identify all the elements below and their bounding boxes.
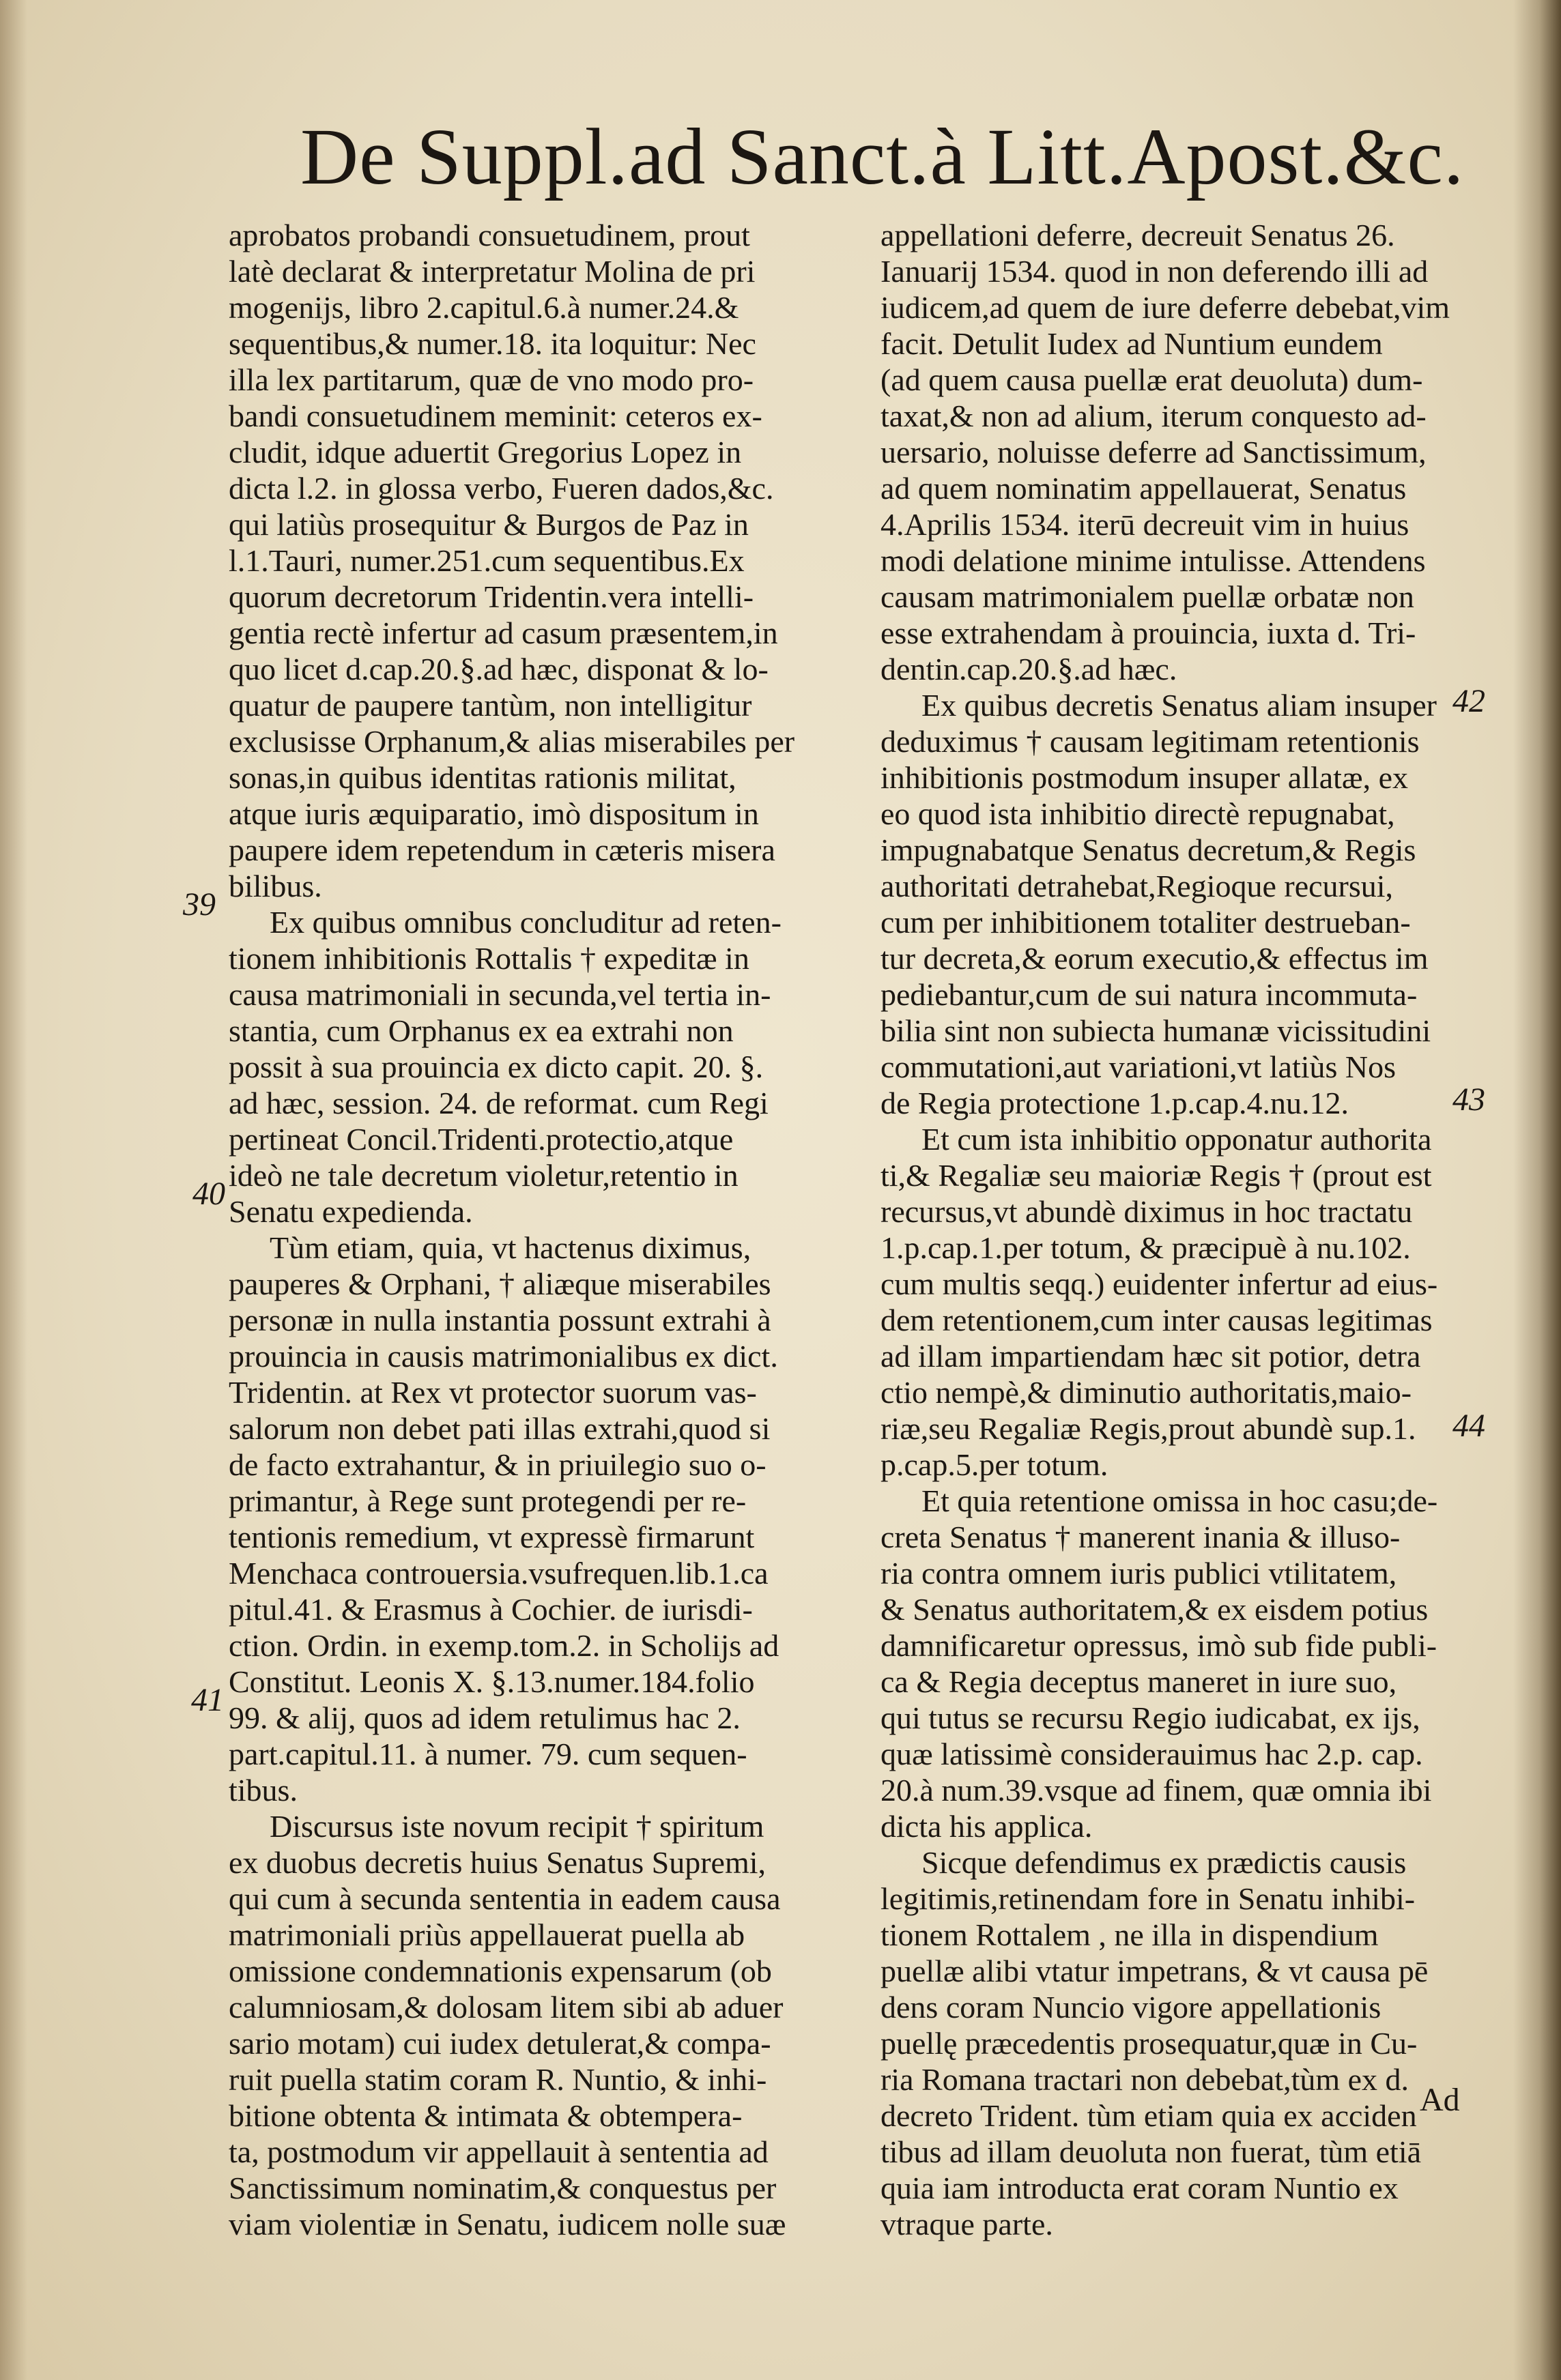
text-line: 4.Aprilis 1534. iterū decreuit vim in huius <box>880 507 1409 542</box>
running-head: De Suppl.ad Sanct.à Litt.Apost.&c. <box>300 112 1465 201</box>
text-line: qui tutus se recursu Regio iudicabat, ex ijs, <box>880 1700 1420 1735</box>
text-line: causam matrimonialem puellæ orbatæ non <box>880 579 1414 614</box>
text-line: & Senatus authoritatem,& ex eisdem potius <box>880 1592 1429 1627</box>
text-line: personæ in nulla instantia possunt extrahi à <box>229 1303 771 1337</box>
text-line: authoritati detrahebat,Regioque recursui, <box>880 869 1394 903</box>
margin-number-44: 44 <box>1452 1408 1485 1444</box>
text-line: impugnabatque Senatus decretum,& Regis <box>880 832 1416 867</box>
text-line: tentionis remedium, vt expressè firmarunt <box>229 1520 755 1554</box>
text-line: bandi consuetudinem meminit: ceteros ex- <box>229 398 762 433</box>
text-line: Ianuarij 1534. quod in non deferendo illi ad <box>880 254 1429 289</box>
text-line: Tùm etiam, quia, vt hactenus diximus, <box>270 1230 751 1265</box>
text-line: inhibitionis postmodum insuper allatæ, ex <box>880 760 1409 795</box>
text-line: quo licet d.cap.20.§.ad hæc, disponat & lo- <box>229 652 769 686</box>
text-line: tionem inhibitionis Rottalis † expeditæ in <box>229 941 749 976</box>
text-line: viam violentiæ in Senatu, iudicem nolle suæ <box>229 2207 786 2241</box>
text-line: pitul.41. & Erasmus à Cochier. de iurisdi- <box>229 1592 753 1627</box>
text-line: qui cum à secunda sententia in eadem causa <box>229 1881 781 1916</box>
margin-number-42: 42 <box>1452 683 1485 719</box>
text-line: exclusisse Orphanum,& alias miserabiles per <box>229 724 795 759</box>
text-line: sario motam) cui iudex detulerat,& compa- <box>229 2026 771 2061</box>
text-line: gentia rectè infertur ad casum præsentem,in <box>229 615 778 650</box>
text-line: stantia, cum Orphanus ex ea extrahi non <box>229 1013 734 1048</box>
text-line: puellæ alibi vtatur impetrans, & vt causa pē <box>880 1954 1429 1988</box>
text-line: ti,& Regaliæ seu maioriæ Regis † (prout est <box>880 1158 1432 1193</box>
page-edge-shadow <box>1513 0 1561 2380</box>
text-line: matrimoniali priùs appellauerat puella ab <box>229 1917 745 1952</box>
text-line: damnificaretur opressus, imò sub fide publi- <box>880 1628 1437 1663</box>
text-line: quatur de paupere tantùm, non intelligitur <box>229 688 752 723</box>
text-line: tibus ad illam deuoluta non fuerat, tùm etiā <box>880 2134 1422 2169</box>
text-line: dicta his applica. <box>880 1809 1093 1844</box>
margin-number-39: 39 <box>183 886 216 923</box>
text-line: sequentibus,& numer.18. ita loquitur: Nec <box>229 326 756 361</box>
text-line: dem retentionem,cum inter causas legitimas <box>880 1303 1433 1337</box>
text-line: Sanctissimum nominatim,& conquestus per <box>229 2171 777 2205</box>
text-line: Ex quibus omnibus concluditur ad reten- <box>270 905 782 940</box>
text-line: Constitut. Leonis X. §.13.numer.184.folio <box>229 1664 755 1699</box>
text-line: facit. Detulit Iudex ad Nuntium eundem <box>880 326 1383 361</box>
text-line: pauperes & Orphani, † aliæque miserabiles <box>229 1266 771 1301</box>
text-line: quia iam introducta erat coram Nuntio ex <box>880 2171 1399 2205</box>
text-line: taxat,& non ad alium, iterum conquesto ad- <box>880 398 1427 433</box>
text-line: tionem Rottalem , ne illa in dispendium <box>880 1917 1379 1952</box>
text-line: creta Senatus † manerent inania & illuso- <box>880 1520 1401 1554</box>
text-line: paupere idem repetendum in cæteris misera <box>229 832 775 867</box>
text-line: cum per inhibitionem totaliter destrueban- <box>880 905 1411 940</box>
text-line: 99. & alij, quos ad idem retulimus hac 2. <box>229 1700 741 1735</box>
text-line: ta, postmodum vir appellauit à sententia ad <box>229 2134 769 2169</box>
text-line: de Regia protectione 1.p.cap.4.nu.12. <box>880 1086 1349 1120</box>
text-line: Et cum ista inhibitio opponatur authorita <box>921 1122 1432 1157</box>
text-line: pediebantur,cum de sui natura incommuta- <box>880 977 1418 1012</box>
text-line: Menchaca controuersia.vsufrequen.lib.1.ca <box>229 1556 769 1591</box>
text-line: dentin.cap.20.§.ad hæc. <box>880 652 1177 686</box>
text-line: causa matrimoniali in secunda,vel tertia in- <box>229 977 771 1012</box>
text-line: p.cap.5.per totum. <box>880 1447 1108 1482</box>
text-line: cum multis seqq.) euidenter infertur ad eius- <box>880 1266 1438 1301</box>
text-line: omissione condemnationis expensarum (ob <box>229 1954 772 1988</box>
text-line: Ex quibus decretis Senatus aliam insuper <box>921 688 1437 723</box>
text-line: ria Romana tractari non debebat,tùm ex d. <box>880 2062 1409 2097</box>
text-line: salorum non debet pati illas extrahi,quod si <box>229 1411 771 1446</box>
text-line: iudicem,ad quem de iure deferre debebat,vim <box>880 290 1450 325</box>
text-line: latè declarat & interpretatur Molina de pri <box>229 254 756 289</box>
text-line: mogenijs, libro 2.capitul.6.à numer.24.& <box>229 290 739 325</box>
text-line: riæ,seu Regaliæ Regis,prout abundè sup.1. <box>880 1411 1416 1446</box>
text-line: quorum decretorum Tridentin.vera intelli- <box>229 579 754 614</box>
text-line: aprobatos probandi consuetudinem, prout <box>229 218 750 252</box>
text-line: ex duobus decretis huius Senatus Supremi, <box>229 1845 767 1880</box>
margin-number-41: 41 <box>191 1682 224 1718</box>
text-line: calumniosam,& dolosam litem sibi ab aduer <box>229 1990 784 2025</box>
text-line: Senatu expedienda. <box>229 1194 473 1229</box>
text-line: Et quia retentione omissa in hoc casu;de- <box>921 1483 1438 1518</box>
right-column <box>880 217 1485 2242</box>
text-line: illa lex partitarum, quæ de vno modo pro- <box>229 362 754 397</box>
text-line: commutationi,aut variationi,vt latiùs Nos <box>880 1049 1397 1084</box>
text-line: part.capitul.11. à numer. 79. cum sequen- <box>229 1737 747 1771</box>
text-line: Sicque defendimus ex prædictis causis <box>921 1845 1407 1880</box>
text-line: ction. Ordin. in exemp.tom.2. in Scholijs ad <box>229 1628 779 1663</box>
text-line: ria contra omnem iuris publici vtilitatem, <box>880 1556 1397 1591</box>
text-line: eo quod ista inhibitio directè repugnabat, <box>880 796 1395 831</box>
text-line: legitimis,retinendam fore in Senatu inhibi- <box>880 1881 1416 1916</box>
catchword: Ad <box>1420 2082 1460 2118</box>
spine-shadow <box>0 0 27 2380</box>
text-line: quæ latissimè considerauimus hac 2.p. cap. <box>880 1737 1423 1771</box>
text-line: puellę præcedentis prosequatur,quæ in Cu- <box>880 2026 1418 2061</box>
text-line: Tridentin. at Rex vt protector suorum vas- <box>229 1375 757 1410</box>
text-line: recursus,vt abundè diximus in hoc tractatu <box>880 1194 1413 1229</box>
text-line: dicta l.2. in glossa verbo, Fueren dados,&c. <box>229 471 774 506</box>
text-line: 20.à num.39.vsque ad finem, quæ omnia ibi <box>880 1773 1432 1808</box>
text-line: uersario, noluisse deferre ad Sanctissimum, <box>880 435 1427 469</box>
margin-number-43: 43 <box>1452 1082 1485 1118</box>
text-line: appellationi deferre, decreuit Senatus 26. <box>880 218 1395 252</box>
text-line: ruit puella statim coram R. Nuntio, & inhi- <box>229 2062 767 2097</box>
text-line: de facto extrahantur, & in priuilegio suo o- <box>229 1447 767 1482</box>
text-line: l.1.Tauri, numer.251.cum sequentibus.Ex <box>229 543 745 578</box>
text-line: pertineat Concil.Tridenti.protectio,atque <box>229 1122 734 1157</box>
text-line: primantur, à Rege sunt protegendi per re- <box>229 1483 747 1518</box>
text-line: ad hæc, session. 24. de reformat. cum Regi <box>229 1086 769 1120</box>
text-line: (ad quem causa puellæ erat deuoluta) dum- <box>880 362 1423 397</box>
text-line: esse extrahendam à prouincia, iuxta d. Tri- <box>880 615 1416 650</box>
text-line: possit à sua prouincia ex dicto capit. 20. §. <box>229 1049 764 1084</box>
text-line: bilia sint non subiecta humanæ vicissitudini <box>880 1013 1431 1048</box>
text-line: prouincia in causis matrimonialibus ex dict. <box>229 1339 778 1374</box>
text-line: ctio nempè,& diminutio authoritatis,maio- <box>880 1375 1412 1410</box>
text-line: bitione obtenta & intimata & obtempera- <box>229 2098 743 2133</box>
text-line: deduximus † causam legitimam retentionis <box>880 724 1420 759</box>
text-line: atque iuris æquiparatio, imò dispositum in <box>229 796 759 831</box>
margin-number-40: 40 <box>192 1176 225 1212</box>
text-line: ideò ne tale decretum violetur,retentio in <box>229 1158 739 1193</box>
text-line: Discursus iste novum recipit † spiritum <box>270 1809 764 1844</box>
text-line: vtraque parte. <box>880 2207 1053 2241</box>
text-line: dens coram Nuncio vigore appellationis <box>880 1990 1381 2025</box>
text-line: modi delatione minime intulisse. Attendens <box>880 543 1426 578</box>
text-line: cludit, idque aduertit Gregorius Lopez in <box>229 435 742 469</box>
text-line: ca & Regia deceptus maneret in iure suo, <box>880 1664 1397 1699</box>
text-line: tur decreta,& eorum executio,& effectus im <box>880 941 1429 976</box>
text-line: ad quem nominatim appellauerat, Senatus <box>880 471 1407 506</box>
text-line: bilibus. <box>229 869 322 903</box>
text-line: ad illam impartiendam hæc sit potior, detra <box>880 1339 1421 1374</box>
text-line: 1.p.cap.1.per totum, & præcipuè à nu.102. <box>880 1230 1411 1265</box>
text-line: sonas,in quibus identitas rationis militat, <box>229 760 736 795</box>
text-line: qui latiùs prosequitur & Burgos de Paz in <box>229 507 749 542</box>
text-line: decreto Trident. tùm etiam quia ex acciden <box>880 2098 1417 2133</box>
left-column <box>229 217 833 2242</box>
text-line: tibus. <box>229 1773 298 1808</box>
